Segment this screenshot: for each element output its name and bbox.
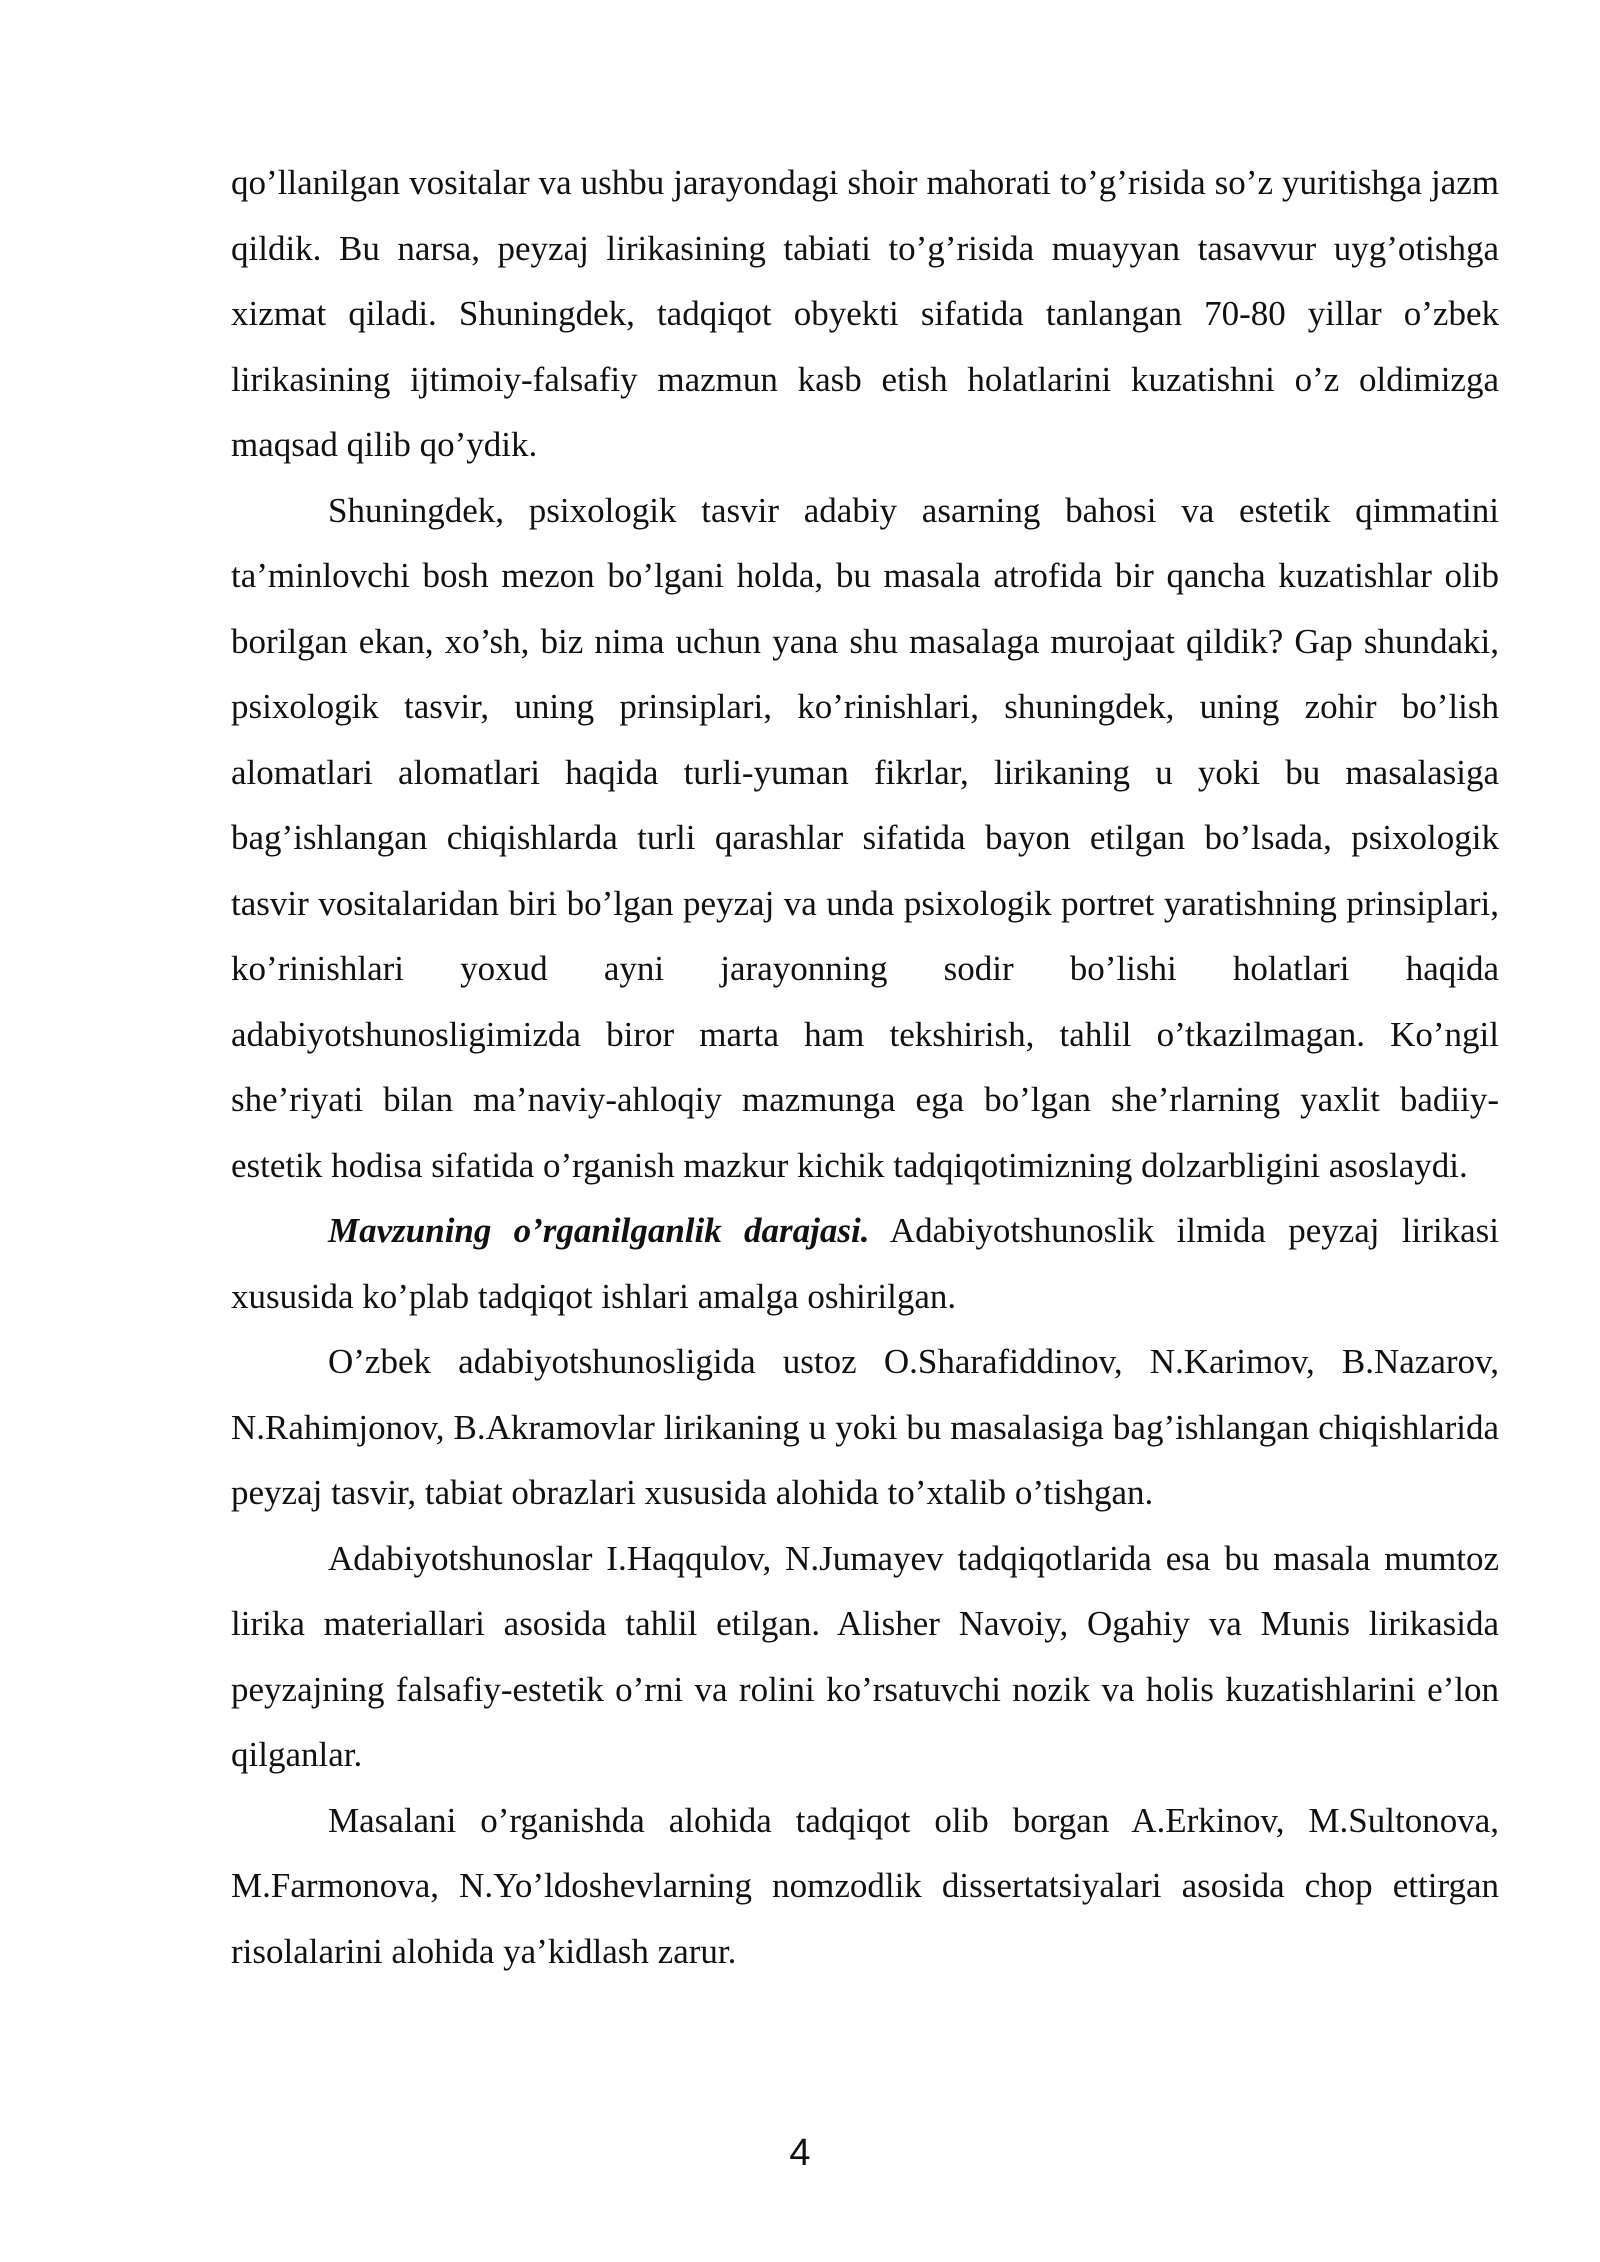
paragraph-ozbek-adabiyotshunosligi	[231, 1329, 1499, 1526]
paragraph-mumtoz-lirika	[231, 1526, 1499, 1788]
section-lead-heading: Mavzuning o’rganilganlik darajasi.	[328, 1211, 870, 1250]
paragraph-organilganlik-darajasi	[231, 1198, 1499, 1329]
paragraph-text: O’zbek adabiyotshunosligida ustoz O.Sharafiddinov, N.Karimov, B.Nazarov, N.Rahimjonov, B.Akramovlar lirikaning u yoki bu masalasiga bag’ishlangan chiqishlarida peyzaj tasvir, tabiat obrazlari xususida alohida to’xtalib o’tishgan.	[231, 1342, 1499, 1512]
paragraph-text: Adabiyotshunoslar I.Haqqulov, N.Jumayev tadqiqotlarida esa bu masala mumtoz lirika materiallari asosida tahlil etilgan. Alisher Navoiy, Ogahiy va Munis lirikasida peyzajning falsafiy-estetik o’rni va rolini ko’rsatuvchi nozik va holis kuzatishlarini e’lon qilganlar.	[231, 1538, 1499, 1774]
paragraph-continuation	[231, 150, 1499, 478]
document-body	[231, 150, 1499, 1984]
paragraph-dissertatsiyalar	[231, 1788, 1499, 1985]
paragraph-text: Adabiyotshunoslik ilmida peyzaj lirikasi xususida ko’plab tadqiqot ishlari amalga oshirilgan.	[231, 1211, 1499, 1316]
paragraph-psixologik-tasvir	[231, 478, 1499, 1199]
paragraph-text: Masalani o’rganishda alohida tadqiqot olib borgan A.Erkinov, M.Sultonova, M.Farmonova, N.Yo’ldoshevlarning nomzodlik dissertatsiyalari asosida chop ettirgan risolalarini alohida ya’kidlash zarur.	[231, 1800, 1499, 1971]
page-number: 4	[789, 2132, 811, 2174]
paragraph-text: Shuningdek, psixologik tasvir adabiy asarning bahosi va estetik qimmatini ta’minlovchi bosh mezon bo’lgani holda, bu masala atrofida bir qancha kuzatishlar olib borilgan ekan, xo’sh, biz nima uchun yana shu masalaga murojaat qildik? Gap shundaki, psixologik tasvir, uning prinsiplari, ko’rinishlari, shuningdek, uning zohir bo’lish alomatlari alomatlari haqida turli-yuman fikrlar, lirikaning u yoki bu masalasiga bag’ishlangan chiqishlarda turli qarashlar sifatida bayon etilgan bo’lsada, psixologik tasvir vositalaridan biri bo’lgan peyzaj va unda psixologik portret yaratishning prinsiplari, ko’rinishlari yoxud ayni jarayonning sodir bo’lishi holatlari haqida adabiyotshunosligimizda biror marta ham tekshirish, tahlil o’tkazilmagan. Ko’ngil she’riyati bilan ma’naviy-ahloqiy mazmunga ega bo’lgan she’rlarning yaxlit badiiy-estetik hodisa sifatida o’rganish mazkur kichik tadqiqotimizning dolzarbligini asoslaydi.	[231, 490, 1499, 1185]
paragraph-text: qo’llanilgan vositalar va ushbu jarayondagi shoir mahorati to’g’risida so’z yuritishga jazm qildik. Bu narsa, peyzaj lirikasining tabiati to’g’risida muayyan tasavvur uyg’otishga xizmat qiladi. Shuningdek, tadqiqot obyekti sifatida tanlangan 70-80 yillar o’zbek lirikasining ijtimoiy-falsafiy mazmun kasb etish holatlarini kuzatishni o’z oldimizga maqsad qilib qo’ydik.	[231, 163, 1499, 464]
